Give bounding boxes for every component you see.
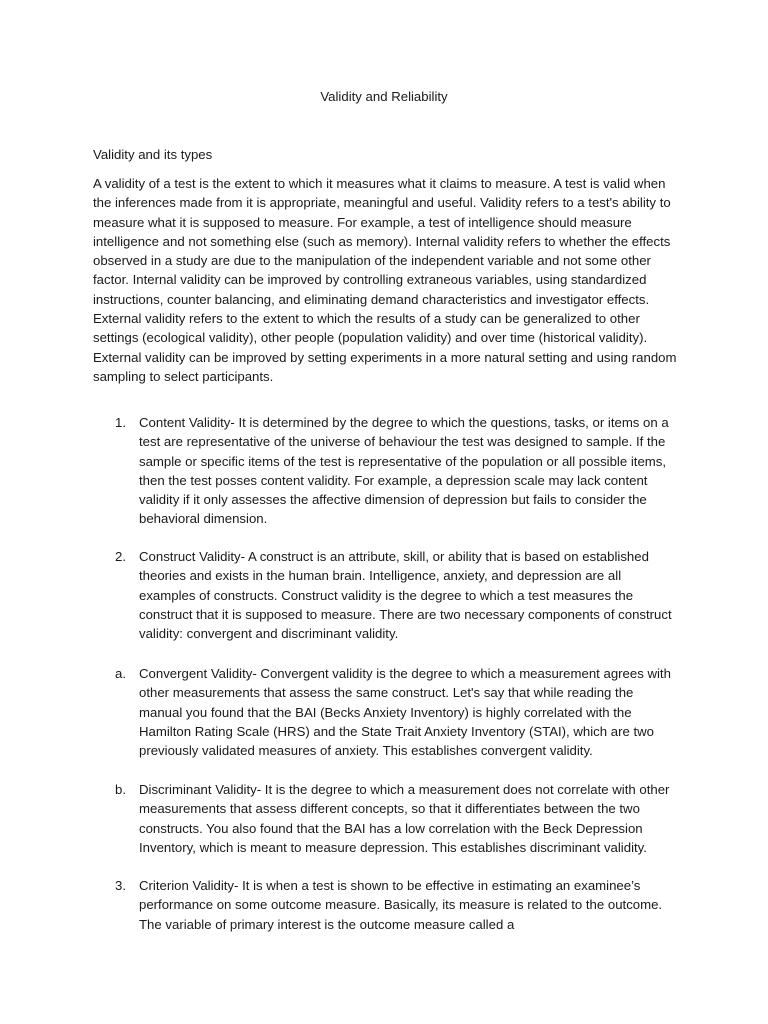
list-marker: a. xyxy=(115,666,126,681)
section-heading: Validity and its types xyxy=(93,147,213,162)
list-item-discriminant-validity xyxy=(93,780,679,857)
list-item-content-validity xyxy=(93,413,679,529)
list-marker: 1. xyxy=(115,415,126,430)
list-marker: 2. xyxy=(115,549,126,564)
list-item-text: Convergent Validity- Convergent validity is the degree to which a measurement agrees with other measurements that assess the same construct. Let's say that while reading the manual you found that the BAI (Becks Anxiety Inventory) is highly correlated with the Hamilton Rating Scale (HRS) and the State Trait Anxiety Inventory (STAI), which are two previously validated measures of anxiety. This establishes convergent validity. xyxy=(139,666,671,759)
document-title: Validity and Reliability xyxy=(320,89,448,104)
list-item-construct-validity xyxy=(93,547,679,643)
list-item-text: Discriminant Validity- It is the degree to which a measurement does not correlate with other measurements that assess different concepts, so that it differentiates between the two constructs. You also found that the BAI has a low correlation with the Beck Depression Inventory, which is meant to measure depression. This establishes discriminant validity. xyxy=(139,782,670,855)
list-item-text: Content Validity- It is determined by the degree to which the questions, tasks, or items on a test are representative of the universe of behaviour the test was designed to sample. If the sample or specific items of the test is representative of the population or all possible items, then the test posses content validity. For example, a depression scale may lack content validity if it only assesses the affective dimension of depression but fails to consider the behavioral dimension. xyxy=(139,415,669,527)
list-marker: 3. xyxy=(115,878,126,893)
list-item-text: Construct Validity- A construct is an attribute, skill, or ability that is based on established theories and exists in the human brain. Intelligence, anxiety, and depression are all examples of constructs. Construct validity is the degree to which a test measures the construct that it is supposed to measure. There are two necessary components of construct validity: convergent and discriminant validity. xyxy=(139,549,672,642)
list-marker: b. xyxy=(115,782,126,797)
list-item-text: Criterion Validity- It is when a test is shown to be effective in estimating an examinee’s performance on some outcome measure. Basically, its measure is related to the outcome. The variable of primary interest is the outcome measure called a xyxy=(139,878,663,932)
list-item-criterion-validity xyxy=(93,876,679,934)
intro-paragraph: A validity of a test is the extent to which it measures what it claims to measure. A test is valid when the inferences made from it is appropriate, meaningful and useful. Validity refers to a test's ability to measure what it is supposed to measure. For example, a test of intelligence should measure intelligence and not something else (such as memory). Internal validity refers to whether the effects observed in a study are due to the manipulation of the independent variable and not some other factor. Internal validity can be improved by controlling extraneous variables, using standardized instructions, counter balancing, and eliminating demand characteristics and investigator effects. External validity refers to the extent to which the results of a study can be generalized to other settings (ecological validity), other people (population validity) and over time (historical validity). External validity can be improved by setting experiments in a more natural setting and using random sampling to select participants. xyxy=(93,176,677,384)
list-item-convergent-validity xyxy=(93,664,679,760)
